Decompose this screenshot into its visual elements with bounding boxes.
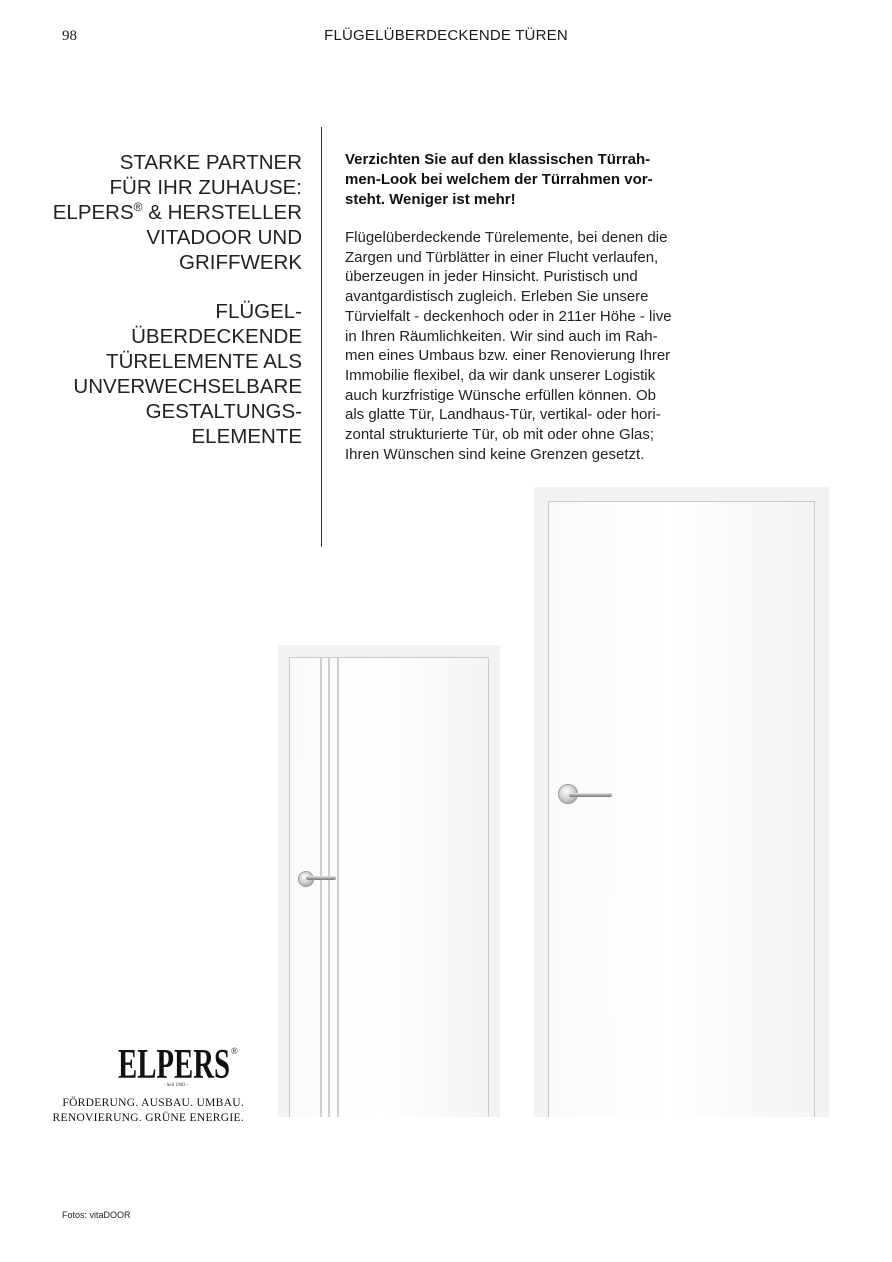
heading-door-elements [40, 299, 302, 449]
door-photo-grooved [278, 645, 500, 1117]
lead-line: men-Look bei welchem der Türrahmen vor- [345, 171, 653, 188]
door-handle-lever [306, 876, 336, 880]
heading-line: ELEMENTE [191, 425, 302, 448]
heading-partners [40, 150, 302, 275]
page-number: 98 [62, 28, 77, 44]
body-line: men eines Umbaus bzw. einer Renovierung Ihrer [345, 347, 671, 365]
column-divider [321, 127, 322, 547]
heading-line: TÜRELEMENTE ALS [106, 350, 302, 373]
running-header: FLÜGELÜBERDECKENDE TÜREN [324, 27, 568, 44]
door-groove [337, 658, 339, 1117]
body-line: auch kurzfristige Wünsche erfüllen können. Ob [345, 386, 656, 404]
body-line: avantgardistisch zugleich. Erleben Sie unsere [345, 288, 649, 306]
door-groove [320, 658, 322, 1117]
body-line: überzeugen in jeder Hinsicht. Puristisch und [345, 268, 638, 286]
heading-line [40, 200, 302, 225]
main-text [345, 150, 713, 464]
heading-line: UNVERWECHSELBARE [73, 375, 302, 398]
lead-paragraph [345, 150, 713, 210]
tagline-line: RENOVIERUNG. GRÜNE ENERGIE. [52, 1112, 244, 1124]
elpers-wordmark [114, 1040, 244, 1088]
door-leaf [289, 657, 489, 1117]
heading-line: FLÜGEL- [215, 300, 302, 323]
heading-line: STARKE PARTNER [119, 151, 302, 174]
tagline-line: FÖRDERUNG. AUSBAU. UMBAU. [62, 1097, 244, 1109]
heading-line: GRIFFWERK [179, 251, 302, 274]
body-line: als glatte Tür, Landhaus-Tür, vertikal- oder hori- [345, 406, 661, 424]
body-paragraph [345, 228, 713, 464]
body-line: Zargen und Türblätter in einer Flucht verlaufen, [345, 248, 659, 266]
heading-line: VITADOOR UND [146, 226, 302, 249]
body-line: zontal strukturierte Tür, ob mit oder ohne Glas; [345, 426, 655, 444]
body-line: Immobilie flexibel, da wir dank unserer Logistik [345, 366, 656, 384]
body-line: Flügelüberdeckende Türelemente, bei denen die [345, 229, 668, 246]
elpers-logo [30, 1040, 244, 1126]
sidebar-headings [40, 150, 302, 449]
heading-line: GESTALTUNGS- [145, 400, 302, 423]
photo-credit: Fotos: vitaDOOR [62, 1210, 131, 1220]
door-handle-lever [569, 793, 612, 797]
body-line: Ihren Wünschen sind keine Grenzen gesetzt. [345, 445, 645, 463]
lead-line: steht. Weniger ist mehr! [345, 191, 516, 208]
logo-tagline [30, 1096, 244, 1126]
door-photo-flush [534, 487, 829, 1117]
logo-registered-mark: ® [231, 1046, 238, 1056]
body-line: Türvielfalt - deckenhoch oder in 211er Höhe - live [345, 307, 672, 325]
door-leaf [548, 501, 815, 1117]
registered-mark: ® [133, 200, 143, 215]
heading-line: ÜBERDECKENDE [131, 325, 302, 348]
body-line: in Ihren Räumlichkeiten. Wir sind auch im Rah- [345, 327, 658, 345]
logo-wordmark-text: ELPERS [118, 1042, 230, 1088]
heading-line: FÜR IHR ZUHAUSE: [109, 176, 302, 199]
heading-text: & HERSTELLER [142, 201, 302, 224]
lead-line: Verzichten Sie auf den klassischen Türrah- [345, 151, 651, 168]
heading-text: ELPERS [52, 201, 134, 224]
door-groove [328, 658, 330, 1117]
logo-since: - Seit 1983 - [163, 1083, 189, 1088]
